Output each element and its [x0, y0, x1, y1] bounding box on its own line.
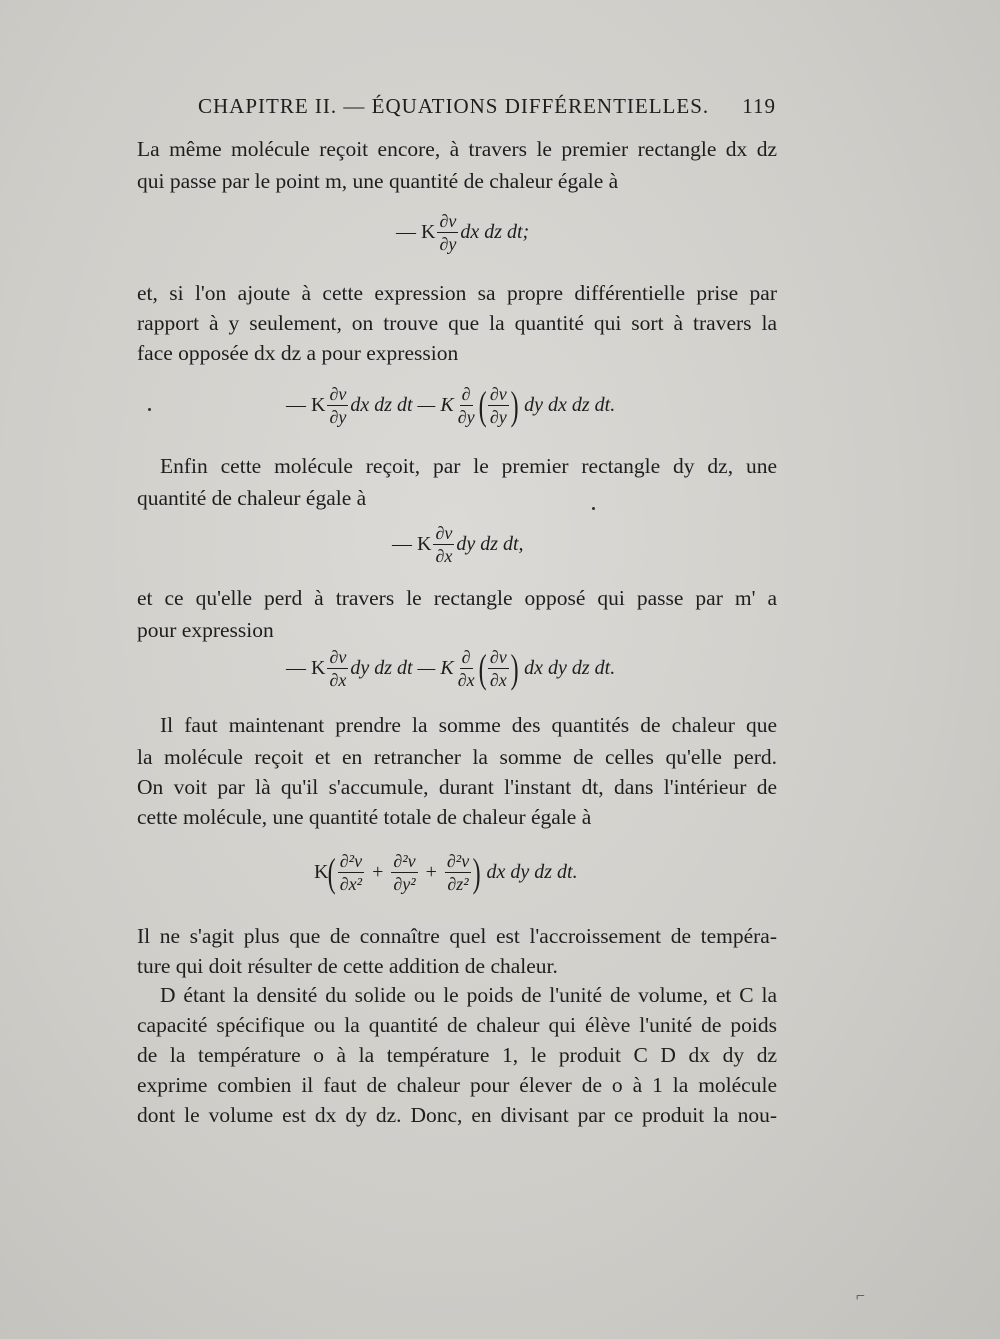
- running-header: [198, 94, 776, 119]
- text-line-15: ture qui doit résulter de cette addition de chaleur.: [137, 954, 558, 978]
- equation-1: — K $\frac{\partial v}{\partial y}$ dx dz dt;: [396, 211, 530, 254]
- text-line-12: On voit par là qu'il s'accumule, durant l'instant dt, dans l'intérieur de: [137, 775, 777, 799]
- chapter-title: CHAPITRE II. — ÉQUATIONS DIFFÉRENTIELLES.: [198, 94, 710, 118]
- text-line-3: et, si l'on ajoute à cette expression sa propre différentielle prise par: [137, 281, 777, 305]
- text-line-2: qui passe par le point m, une quantité de chaleur égale à: [137, 169, 619, 193]
- page-number: 119: [742, 94, 776, 118]
- text-line-11: la molécule reçoit et en retrancher la somme de celles qu'elle perd.: [137, 745, 777, 769]
- text-line-4: rapport à y seulement, on trouve que la quantité qui sort à travers la: [137, 311, 777, 335]
- stray-dot: [592, 507, 595, 510]
- equation-3: — K $\frac{\partial v}{\partial x}$ dy dz dt,: [392, 523, 524, 566]
- text-line-18: de la température o à la température 1, le produit C D dx dy dz: [137, 1043, 777, 1067]
- text-line-10: Il faut maintenant prendre la somme des quantités de chaleur que: [160, 713, 777, 737]
- text-line-16: D étant la densité du solide ou le poids de l'unité de volume, et C la: [160, 983, 777, 1007]
- equation-5: K ( $\frac{\text{∂²v}}{\text{∂x²}}$ + $\frac{\text{∂²v}}{\text{∂y²}}$ + $\frac{\text{∂²v}}{\text{∂z²}}$ ) dx dy dz dt.: [314, 849, 578, 895]
- equation-4: — K $\frac{\partial v}{\partial x}$ dy dz dt — K $\frac{\partial}{\partial x}$ ( $\frac{\partial v}{\partial x}$ ) dx dy dz dt.: [286, 645, 616, 691]
- text-line-19: exprime combien il faut de chaleur pour élever de o à 1 la molécule: [137, 1073, 777, 1097]
- text-line-17: capacité spécifique ou la quantité de chaleur qui élève l'unité de poids: [137, 1013, 777, 1037]
- text-line-5: face opposée dx dz a pour expression: [137, 341, 459, 365]
- text-line-13: cette molécule, une quantité totale de chaleur égale à: [137, 805, 592, 829]
- text-line-20: dont le volume est dx dy dz. Donc, en divisant par ce produit la nou-: [137, 1103, 777, 1127]
- text-line-9: pour expression: [137, 618, 274, 642]
- stray-dot: [148, 408, 151, 411]
- text-line-14: Il ne s'agit plus que de connaître quel est l'accroissement de tempéra-: [137, 924, 777, 948]
- text-line-1: La même molécule reçoit encore, à travers le premier rectangle dx dz: [137, 137, 777, 161]
- text-line-7: quantité de chaleur égale à: [137, 486, 367, 510]
- text-line-8: et ce qu'elle perd à travers le rectangle opposé qui passe par m' a: [137, 586, 777, 610]
- pencil-mark: ⌐: [856, 1288, 866, 1305]
- equation-2: — K $\frac{\partial v}{\partial y}$ dx dz dt — K $\frac{\partial}{\partial y}$ ( $\frac{\partial v}{\partial y}$ ) dy dx dz dt.: [286, 382, 616, 428]
- text-line-6: Enfin cette molécule reçoit, par le premier rectangle dy dz, une: [160, 454, 777, 478]
